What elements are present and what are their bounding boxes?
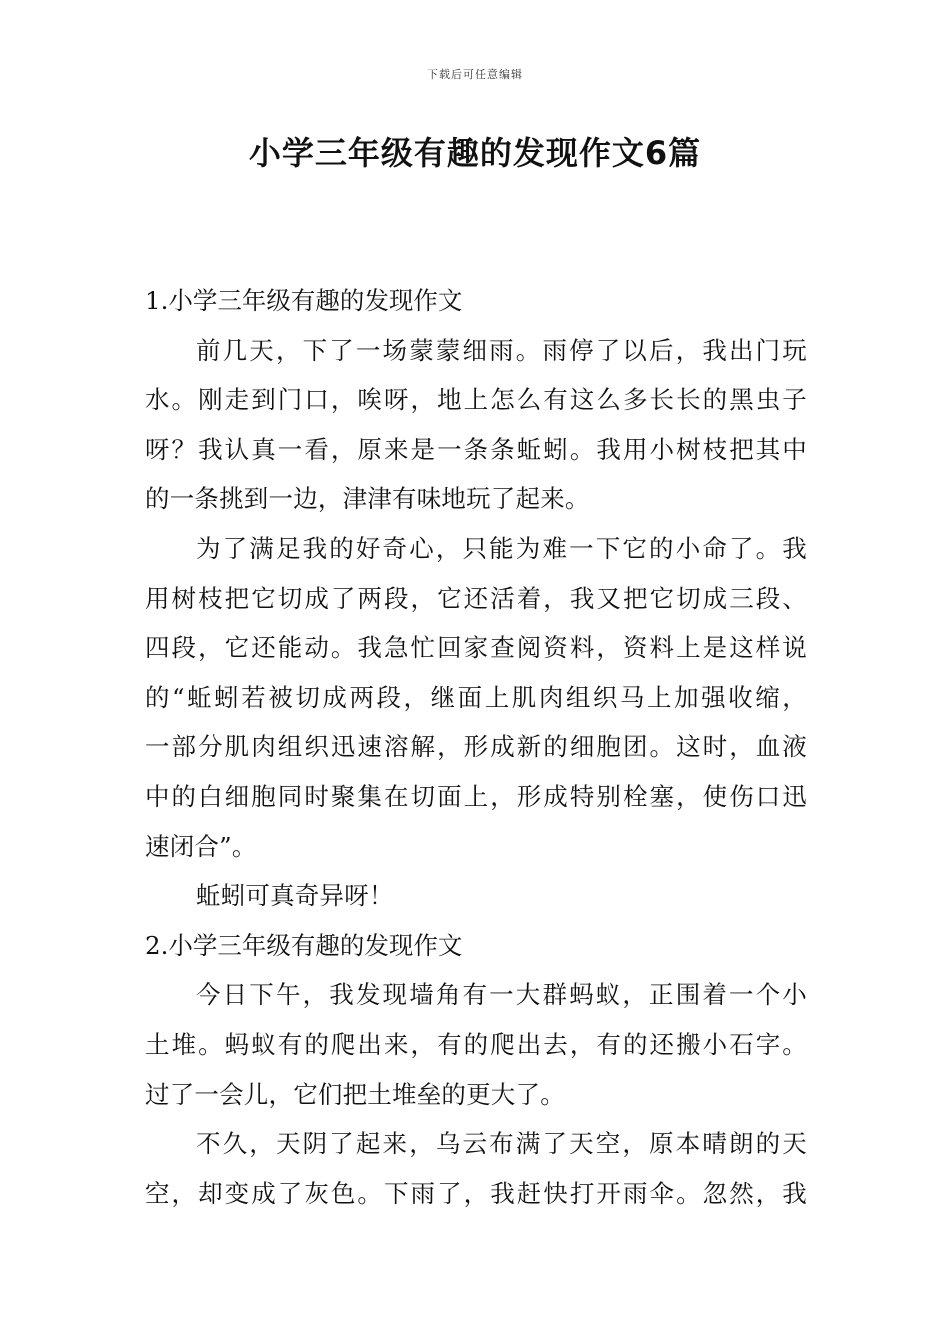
paragraph-line: 今日下午，我发现墙角有一大群蚂蚁，正围着一个小 bbox=[196, 980, 807, 1010]
paragraph-line: 空，却变成了灰色。下雨了，我赶快打开雨伞。忽然，我 bbox=[145, 1178, 807, 1208]
paragraph-line: 过了一会儿，它们把土堆垒的更大了。 bbox=[145, 1079, 565, 1109]
paragraph-line: 蚯蚓可真奇异呀！ bbox=[196, 881, 394, 911]
paragraph-line: 速闭合”。 bbox=[145, 831, 257, 861]
header-note: 下载后可任意编辑 bbox=[427, 68, 523, 81]
paragraph-line: 四段，它还能动。我急忙回家查阅资料，资料上是这样说 bbox=[145, 633, 807, 663]
paragraph-line: 土堆。蚂蚁有的爬出来，有的爬出去，有的还搬小石字。 bbox=[145, 1029, 807, 1059]
paragraph-line: 呀？我认真一看，原来是一条条蚯蚓。我用小树枝把其中 bbox=[145, 434, 807, 464]
paragraph-line: 水。刚走到门口，唉呀，地上怎么有这么多长长的黑虫子 bbox=[145, 385, 807, 415]
paragraph-line: 用树枝把它切成了两段，它还活着，我又把它切成三段、 bbox=[145, 583, 807, 613]
paragraph-line: 前几天，下了一场蒙蒙细雨。雨停了以后，我出门玩 bbox=[196, 335, 807, 365]
document-body bbox=[145, 276, 807, 1218]
document-title: 小学三年级有趣的发现作文6篇 bbox=[248, 134, 702, 172]
paragraph-line: 为了满足我的好奇心，只能为难一下它的小命了。我 bbox=[196, 533, 807, 563]
section-heading: 1.小学三年级有趣的发现作文 bbox=[145, 286, 463, 315]
paragraph-line: 的“蚯蚓若被切成两段，继面上肌肉组织马上加强收缩， bbox=[145, 682, 807, 712]
paragraph-line: 的一条挑到一边，津津有味地玩了起来。 bbox=[145, 484, 590, 514]
paragraph-line: 一部分肌肉组织迅速溶解，形成新的细胞团。这时，血液 bbox=[145, 732, 807, 762]
section-heading: 2.小学三年级有趣的发现作文 bbox=[145, 930, 463, 960]
paragraph-line: 不久，天阴了起来，乌云布满了天空，原本晴朗的天 bbox=[196, 1129, 807, 1159]
paragraph-line: 中的白细胞同时聚集在切面上，形成特别栓塞，使伤口迅 bbox=[145, 781, 807, 811]
